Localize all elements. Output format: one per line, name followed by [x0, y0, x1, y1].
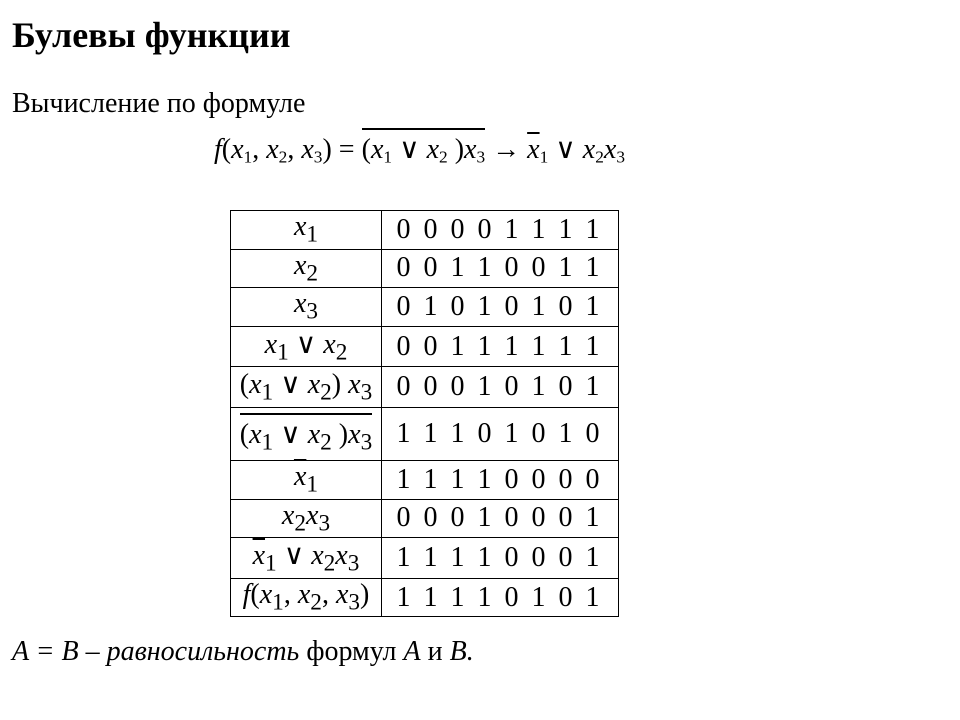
page-title: Булевы функции: [12, 15, 291, 55]
row-label: $x_2$: [231, 249, 382, 288]
row-label: $x_1$: [231, 211, 382, 250]
row-label: ($x_1$ ∨ $x_2$ )$x_3$: [231, 407, 382, 460]
row-values: 0 0 0 1 0 0 0 1: [382, 499, 619, 538]
table-row: [231, 460, 619, 499]
footer-text: формул: [306, 636, 397, 667]
row-values: 1 1 1 1 0 0 0 1: [382, 538, 619, 579]
formula-lhs: $f(x_1$, $x_2$, $x_3$) =: [214, 134, 362, 167]
row-values: 1 1 1 0 1 0 1 0: [382, 407, 619, 460]
table-row: [231, 499, 619, 538]
row-values: 0 1 0 1 0 1 0 1: [382, 288, 619, 327]
row-label: $\overline{x}_1$ ∨ $x_2x_3$: [231, 538, 382, 579]
table-row: [231, 407, 619, 460]
truth-table: [230, 210, 619, 617]
table-row: [231, 578, 619, 617]
footer-and: и: [427, 636, 443, 667]
row-values: 1 1 1 1 0 1 0 1: [382, 578, 619, 617]
footer-b: B.: [449, 636, 474, 667]
footer-formula: A = B – равносильность: [12, 636, 300, 667]
subtitle: Вычисление по формуле: [12, 88, 306, 119]
row-values: 0 0 1 1 1 1 1 1: [382, 326, 619, 367]
row-values: 0 0 0 0 1 1 1 1: [382, 211, 619, 250]
footer-note: [12, 636, 474, 668]
table-row: [231, 249, 619, 288]
table-row: [231, 367, 619, 408]
formula-negated-term: ($x_1$ ∨ $x_2$ )$x_3$: [362, 128, 486, 164]
row-values: 0 0 0 1 0 1 0 1: [382, 367, 619, 408]
row-label: ($x_1$ ∨ $x_2$) $x_3$: [231, 367, 382, 408]
table-row: [231, 288, 619, 327]
main-formula: [214, 128, 625, 172]
table-row: [231, 326, 619, 367]
row-label: $x_2x_3$: [231, 499, 382, 538]
row-label: $x_3$: [231, 288, 382, 327]
row-label: $f(x_1$, $x_2$, $x_3$): [231, 578, 382, 617]
row-values: 1 1 1 1 0 0 0 0: [382, 460, 619, 499]
table-row: [231, 538, 619, 579]
formula-implication: → $\overline{x}_1$ ∨ $x_2x_3$: [492, 134, 626, 167]
row-label: $\overline{x}_1$: [231, 460, 382, 499]
table-row: [231, 211, 619, 250]
row-values: 0 0 1 1 0 0 1 1: [382, 249, 619, 288]
footer-a: A: [403, 636, 421, 667]
row-label: $x_1$ ∨ $x_2$: [231, 326, 382, 367]
